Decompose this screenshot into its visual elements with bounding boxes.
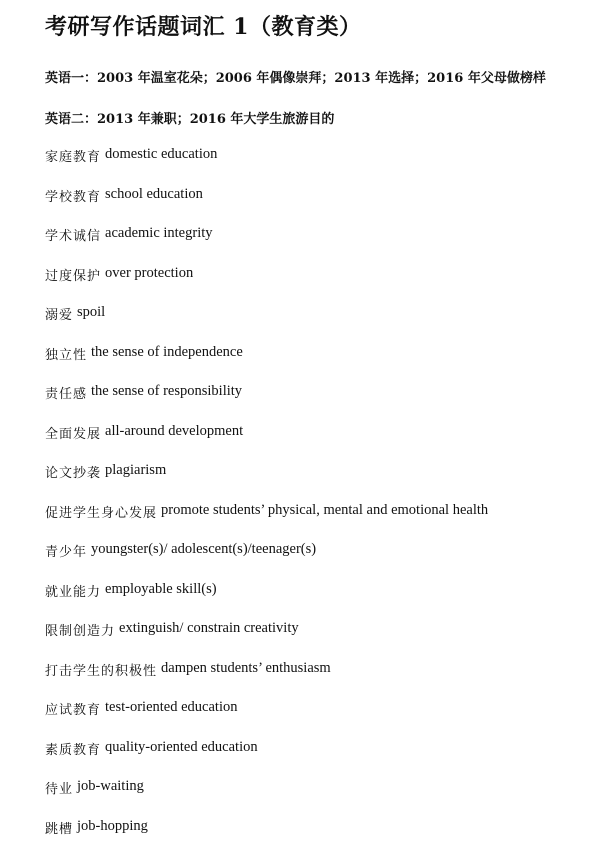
vocabulary-entry	[45, 146, 488, 186]
vocabulary-entry	[45, 818, 488, 858]
vocabulary-entry	[45, 699, 488, 739]
english-term: extinguish/ constrain creativity	[119, 620, 299, 636]
vocabulary-entry	[45, 778, 488, 818]
chinese-term: 论文抄袭	[45, 466, 102, 481]
english-term: job-waiting	[77, 778, 144, 794]
chinese-term: 过度保护	[45, 268, 102, 284]
vocabulary-entry	[45, 423, 488, 463]
english-term: promote students’ physical, mental and emotional health	[161, 501, 489, 518]
chinese-term: 跳槽	[45, 821, 74, 837]
vocabulary-list	[45, 146, 488, 857]
vocabulary-entry	[45, 581, 488, 621]
exam-topics-english-one: 英语一：2003 年温室花朵；2006 年偶像崇拜；2013 年选择；2016 年父母做榜样	[45, 71, 546, 86]
exam-topics-english-two: 英语二：2013 年兼职；2016 年大学生旅游目的	[45, 112, 335, 127]
english-term: over protection	[105, 264, 194, 281]
chinese-term: 促进学生身心发展	[45, 505, 158, 521]
chinese-term: 限制创造力	[45, 624, 116, 639]
english-term: quality-oriented education	[105, 738, 258, 755]
vocabulary-entry	[45, 383, 488, 423]
english-term: dampen students’ enthusiasm	[161, 659, 331, 676]
english-term: plagiarism	[105, 462, 167, 478]
english-term: job-hopping	[77, 817, 148, 834]
english-term: all-around development	[105, 422, 244, 439]
vocabulary-entry	[45, 620, 488, 660]
english-term: domestic education	[105, 146, 218, 162]
vocabulary-entry	[45, 304, 488, 344]
vocabulary-entry	[45, 660, 488, 700]
vocabulary-entry	[45, 344, 488, 384]
english-term: youngster(s)/ adolescent(s)/teenager(s)	[91, 541, 317, 557]
vocabulary-entry	[45, 186, 488, 226]
vocabulary-entry	[45, 739, 488, 779]
vocabulary-entry	[45, 462, 488, 502]
english-term: academic integrity	[105, 225, 213, 241]
chinese-term: 全面发展	[45, 426, 102, 442]
english-term: spoil	[77, 304, 106, 320]
chinese-term: 应试教育	[45, 703, 102, 718]
vocabulary-entry	[45, 502, 488, 542]
english-term: test-oriented education	[105, 699, 238, 715]
english-term: school education	[105, 185, 203, 202]
chinese-term: 独立性	[45, 347, 88, 363]
vocabulary-entry	[45, 541, 488, 581]
chinese-term: 溺爱	[45, 308, 74, 323]
vocabulary-entry	[45, 265, 488, 305]
page-title: 考研写作话题词汇 1（教育类）	[45, 14, 362, 40]
chinese-term: 青少年	[45, 545, 88, 560]
english-term: the sense of independence	[91, 343, 243, 360]
chinese-term: 素质教育	[45, 742, 102, 758]
chinese-term: 打击学生的积极性	[45, 663, 158, 679]
chinese-term: 待业	[45, 782, 74, 797]
english-term: the sense of responsibility	[91, 383, 243, 399]
vocabulary-entry	[45, 225, 488, 265]
chinese-term: 学校教育	[45, 189, 102, 205]
english-term: employable skill(s)	[105, 580, 217, 597]
chinese-term: 家庭教育	[45, 150, 102, 165]
chinese-term: 学术诚信	[45, 229, 102, 244]
chinese-term: 就业能力	[45, 584, 102, 600]
chinese-term: 责任感	[45, 387, 88, 402]
